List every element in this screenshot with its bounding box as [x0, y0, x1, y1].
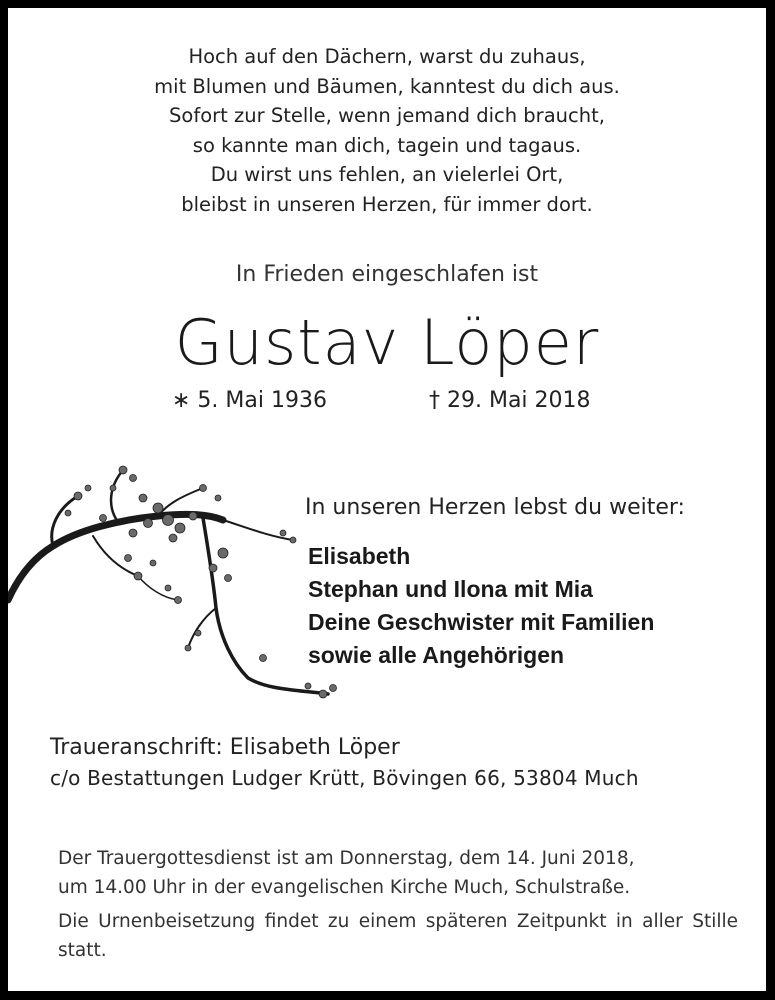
poem-line: Sofort zur Stelle, wenn jemand dich braucht, [169, 104, 605, 127]
mourner-name: Deine Geschwister mit Familien [308, 609, 655, 635]
mourning-address-detail: c/o Bestattungen Ludger Krütt, Bövingen 66, 53804 Much [50, 766, 639, 790]
mourner-name: sowie alle Angehörigen [308, 642, 565, 668]
mourners-list [308, 540, 654, 672]
poem [8, 42, 766, 219]
poem-line: Du wirst uns fehlen, an vielerlei Ort, [210, 163, 564, 186]
poem-line: Hoch auf den Dächern, warst du zuhaus, [188, 45, 586, 68]
poem-line: mit Blumen und Bäumen, kanntest du dich aus. [154, 74, 620, 98]
birth-date: ∗ 5. Mai 1936 [172, 388, 327, 413]
burial-info: Die Urnenbeisetzung findet zu einem späteren Zeitpunkt in aller Stille statt. [58, 911, 738, 961]
mourners-heading: In unseren Herzen lebst du weiter: [305, 495, 685, 520]
service-info [58, 844, 738, 965]
intro-text: In Frieden eingeschlafen ist [235, 262, 539, 287]
service-line: Der Trauergottesdienst ist am Donnerstag, dem 14. Juni 2018, [58, 848, 635, 869]
mourner-name: Stephan und Ilona mit Mia [308, 576, 593, 602]
death-date: † 29. Mai 2018 [429, 388, 591, 413]
service-line: um 14.00 Uhr in der evangelischen Kirche Much, Schulstraße. [58, 877, 631, 898]
deceased-name: Gustav Löper [174, 306, 600, 379]
poem-line: bleibst in unseren Herzen, für immer dort. [181, 192, 593, 216]
poem-line: so kannte man dich, tagein und tagaus. [192, 133, 582, 157]
blossom-branch-icon [8, 458, 348, 703]
mourner-name: Elisabeth [308, 543, 411, 569]
obituary-notice [8, 8, 766, 991]
mourning-address-title: Traueranschrift: Elisabeth Löper [50, 735, 400, 760]
